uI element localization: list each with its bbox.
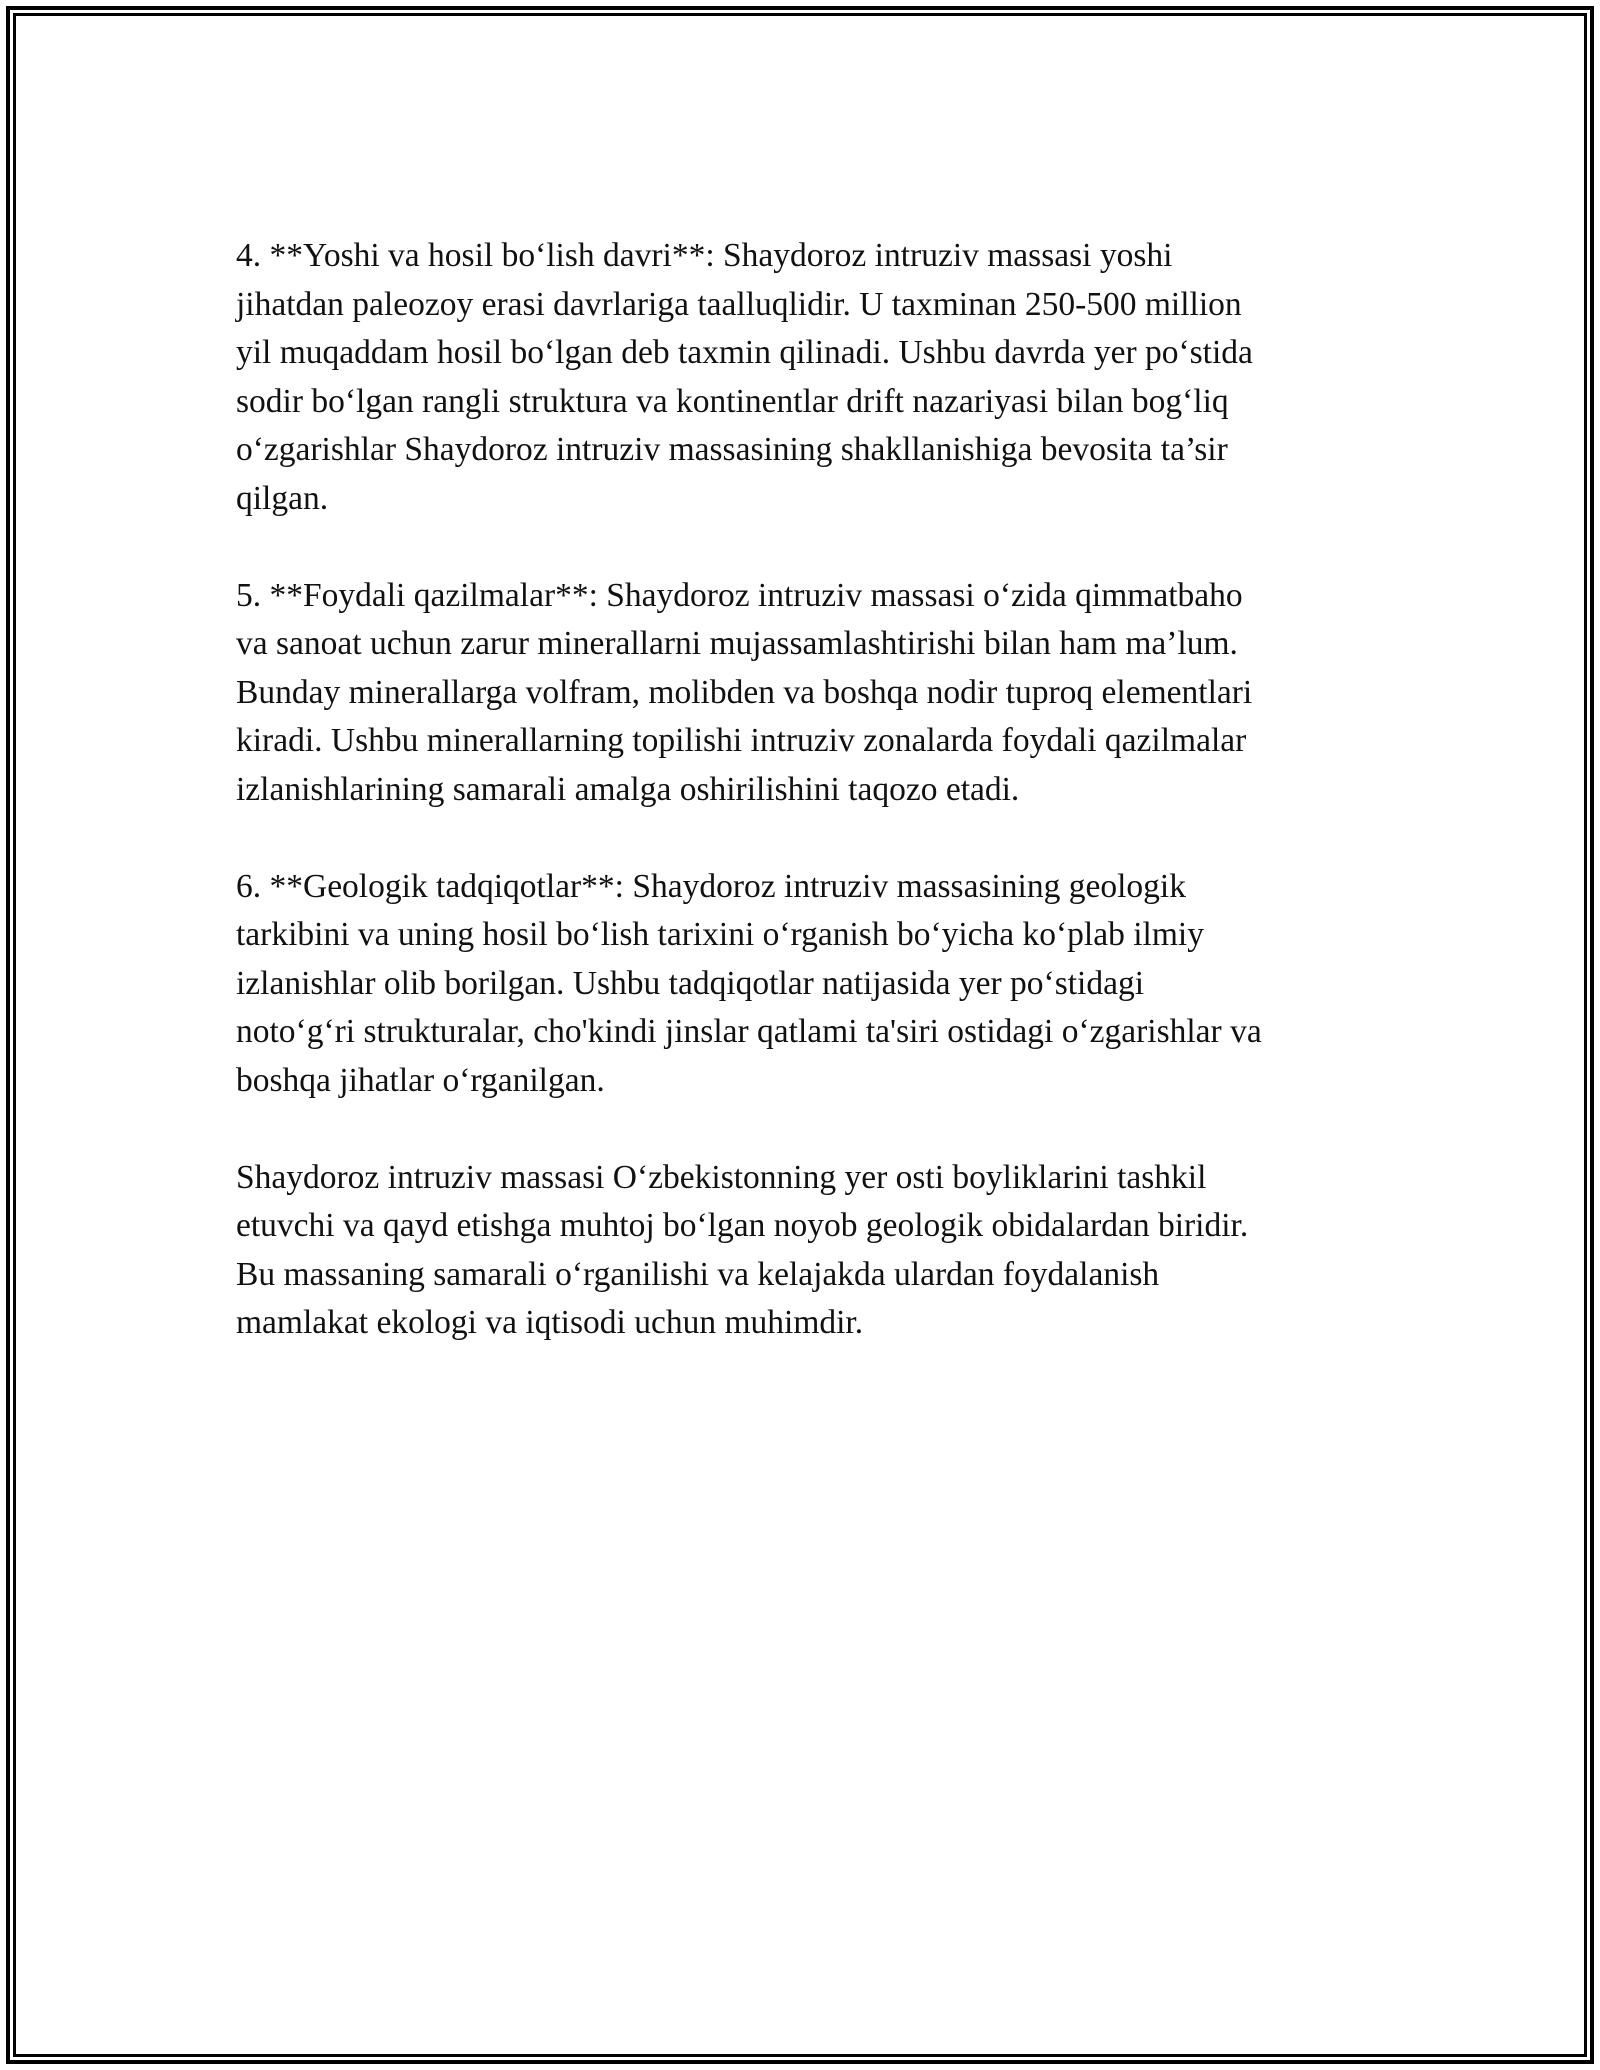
paragraph-age-formation: 4. **Yoshi va hosil bo‘lish davri**: Shaydoroz intruziv massasi yoshi jihatdan paleozoy erasi davrlariga taalluqlidir. U taxminan 250-500 million yil muqaddam hosil bo‘lgan deb taxmin qilinadi. Ushbu davrda yer po‘stida sodir bo‘lgan rangli struktura va kontinentlar drift nazariyasi bilan bog‘liq o‘zgarishlar Shaydoroz intruziv massasining shakllanishiga bevosita ta’sir qilgan.	[236, 237, 1253, 517]
paragraph-useful-minerals: 5. **Foydali qazilmalar**: Shaydoroz intruziv massasi o‘zida qimmatbaho va sanoat uchun zarur minerallarni mujassamlashtirishi bilan ham ma’lum. Bunday minerallarga volfram, molibden va boshqa nodir tuproq elementlari kiradi. Ushbu minerallarning topilishi intruziv zonalarda foydali qazilmalar izlanishlarining samarali amalga oshirilishini taqozo etadi.	[236, 576, 1253, 808]
paragraph-conclusion: Shaydoroz intruziv massasi O‘zbekistonning yer osti boyliklarini tashkil etuvchi va qayd etishga muhtoj bo‘lgan noyob geologik obidalardan biridir. Bu massaning samarali o‘rganilishi va kelajakda ulardan foydalanish mamlakat ekologi va iqtisodi uchun muhimdir.	[236, 1158, 1249, 1341]
document-body	[236, 232, 1372, 1396]
paragraph-geological-research: 6. **Geologik tadqiqotlar**: Shaydoroz intruziv massasining geologik tarkibini va uning hosil bo‘lish tarixini o‘rganish bo‘yicha ko‘plab ilmiy izlanishlar olib borilgan. Ushbu tadqiqotlar natijasida yer po‘stidagi noto‘g‘ri strukturalar, cho'kindi jinslar qatlami ta'siri ostidagi o‘zgarishlar va boshqa jihatlar o‘rganilgan.	[236, 867, 1262, 1099]
